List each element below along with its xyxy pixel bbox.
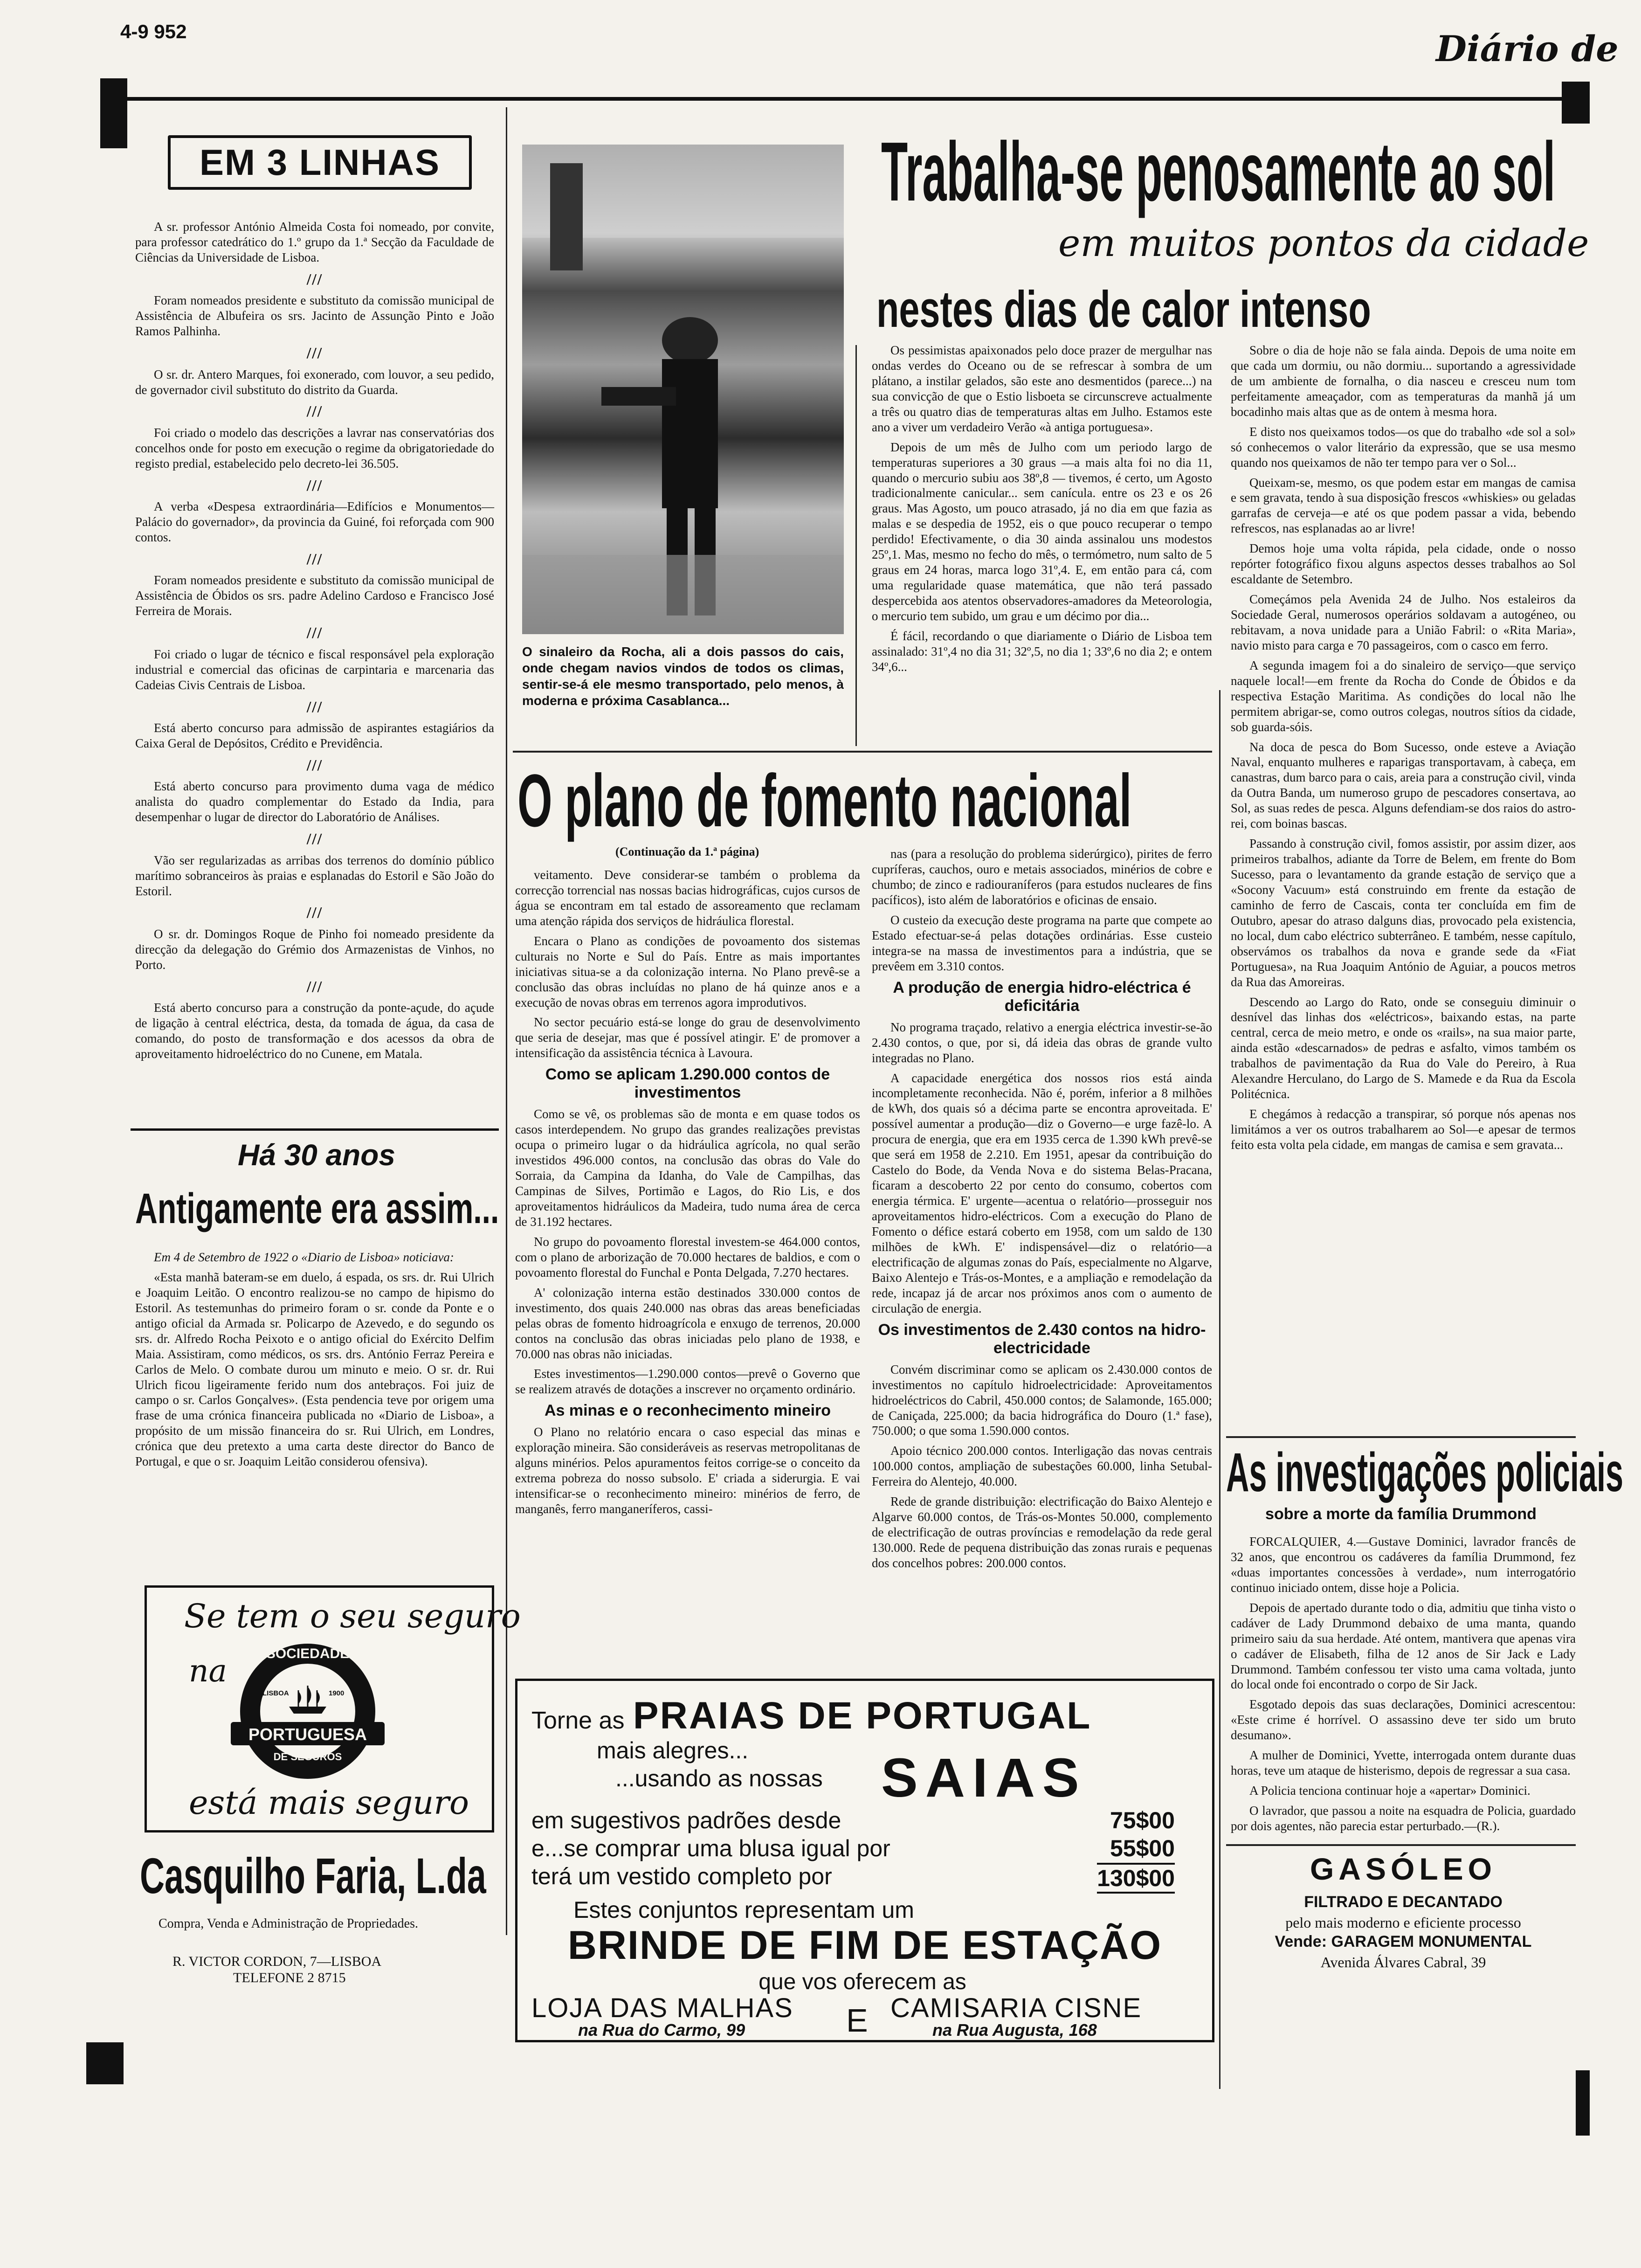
policia-subtitle: sobre a morte da família Drummond [1265, 1505, 1537, 1523]
item-separator: /// [306, 551, 323, 568]
news-brief: Está aberto concurso para provimento duma vaga de médico analista do quadro complementar do Estado da India, para desempenhar o lugar de director do Laboratório de Análises. [135, 779, 494, 824]
subheading: Como se aplicam 1.290.000 contos de investimentos [545, 1065, 830, 1102]
ad-praias-line1 [531, 1694, 1091, 1738]
paragraph: Encara o Plano as condições de povoamento dos sistemas culturais no Norte e Sul do País. Entre as mais importantes iniciativas situa-se a da colonização interna. No Plano prevê-se a conclusão das obras incluídas no plano de há quinze anos e a execução de novas obras em terrenos agora improdutivos. [515, 933, 860, 1010]
paragraph: A segunda imagem foi a do sinaleiro de serviço—que serviço naquele local!—em frente da Rocha do Conde de Óbidos e da respectiva Estação Maritima. As condições do local não lhe permitem abrigar-se, como outros colegas, noutros sítios da cidade, sob guarda-sóis. [1231, 658, 1576, 734]
seal-top-text: SOCIEDADE [266, 1646, 350, 1661]
ad-praias-price-row-2 [531, 1835, 1193, 1862]
paragraph: Depois de um mês de Julho com um periodo largo de temperaturas superiores a 30 graus —a mais alta foi no dia 11, quando o mercurio subiu aos 38º,8 — tivemos, é certo, um Agosto tradicionalmente canicular... sem canícula. entre os 23 e os 26 graus. Mas Agosto, um pouco atrasado, já no dia em que fazia as malas e se despedia de 1952, eis o que pouco recuperar o tempo perdido! Efectivamente, o dia 30 ainda assinalou uns modestos 25º,1. Mas, mesmo no fecho do mês, o termómetro, num salto de 5 graus em 24 horas, marca logo 31º,4. E, em então para cá, com uma regularidade quase matemática, que não terá passado despercebida aos atentos observadores-amadores da Meteorologia, o mercurio tem subido, um grau e um décimo por dia... [872, 440, 1212, 623]
policia-column [1231, 1534, 1576, 1839]
seal-bottom-text: DE SEGUROS [273, 1751, 342, 1763]
paragraph: Sobre o dia de hoje não se fala ainda. Depois de uma noite em que cada um dormiu, ou não dormiu... suportando a agressividade de um ambiente de fornalha, o dia nasceu e cresceu num tom perfeitamente ameaçador, com as temperaturas da manhã já um bocadinho mais altas que as de ontem à mesma hora. [1231, 343, 1576, 419]
right-bottom-block [1576, 2070, 1590, 2136]
paragraph: No sector pecuário está-se longe do grau de desenvolvimento que seria de desejar, mas que é possível atingir. E' de promover a intensificação da assistência técnica à Lavoura. [515, 1015, 860, 1060]
paragraph: A mulher de Dominici, Yvette, interrogada ontem durante duas horas, teve um ataque de histerismo, depois de regressar a sua casa. [1231, 1748, 1576, 1778]
seal-right-text: 1900 [329, 1689, 345, 1697]
paragraph: Começámos pela Avenida 24 de Julho. Nos estaleiros da Sociedade Geral, numerosos operários soldavam a autogéneo, ou rebitavam, a nova unidade para a União Fabril: o «Rita Maria», navio misto para carga e 70 passageiros, com o casco em ferro. [1231, 592, 1576, 652]
em3linhas-title: EM 3 LINHAS [199, 142, 441, 183]
paragraph: E chegámos à redacção a transpirar, só porque nós apenas nos limitámos a ver os outros trabalharem ao Sol—e apesar de termos feito esta volta pela cidade, em mangas de camisa e sem gravata... [1231, 1107, 1576, 1152]
item-separator: /// [306, 756, 323, 774]
price-row-text: em sugestivos padrões desde [531, 1807, 841, 1833]
paragraph: Apoio técnico 200.000 contos. Interligação das novas centrais 100.000 contos, ampliação de subestações 60.000, linha Setubal-Ferreira do Alentejo, 40.000. [872, 1444, 1212, 1489]
ad-praias-price-row-1 [531, 1807, 1193, 1834]
calor-subtitle2: nestes dias de calor intenso [876, 281, 1371, 338]
paragraph: Queixam-se, mesmo, os que podem estar em mangas de camisa e sem gravata, tendo à sua disposição frescos «whiskies» ou geladas garrafas de cerveja—e até os que podem passar a vida, bebendo refrescos, nas esplanadas ao ar livre! [1231, 475, 1576, 536]
officer-silhouette-icon [522, 145, 844, 634]
news-brief: Foram nomeados presidente e substituto da comissão municipal de Assistência de Óbidos os srs. padre Adelino Cardoso e Francisco José Ferreira de Morais. [135, 573, 494, 618]
ad-praias-loja2: CAMISARIA CISNE [890, 1993, 1142, 2023]
news-brief: Está aberto concurso para admissão de aspirantes estagiários da Caixa Geral de Depósitos, Crédito e Previdência. [135, 721, 494, 750]
issue-date: 4-9 952 [120, 21, 187, 42]
ad-praias-loja1: LOJA DAS MALHAS [531, 1993, 793, 2023]
section-rule [131, 1128, 499, 1131]
paragraph: O Plano no relatório encara o caso especial das minas e exploração mineira. São consideráveis as reservas metropolitanas de alguns minérios. Pelos apuramentos feitos corrige-se o conceito da extrema pobreza do nosso subsolo. E' criada a siderurgia. E vai intensificar-se o reconhecimento mineiro: minérios de ferro, de manganês, ferro manganeríferos, cassi- [515, 1425, 860, 1516]
paragraph: nas (para a resolução do problema siderúrgico), pirites de ferro cupríferas, cauchos, ouro e metais associados, minérios de cobre e chumbo; de zinco e radiouraníferos (para estudos nucleares de fins pacíficos), isto além de laboratórios e oficinas de ensaio. [872, 847, 1212, 907]
ha30anos-kicker: Há 30 anos [238, 1138, 395, 1172]
seal-emblem [240, 1644, 375, 1779]
plano-column-2 [872, 846, 1212, 1576]
paragraph: O lavrador, que passou a noite na esquadra de Policia, guardado por dois agentes, não parecia estar perturbado.—(R.). [1231, 1804, 1576, 1833]
ad-praias [515, 1679, 1214, 2042]
item-separator: /// [306, 624, 323, 642]
em3linhas-column [135, 219, 494, 1066]
paragraph: É fácil, recordando o que diariamente o Diário de Lisboa tem assinalado: 31º,4 no dia 31; 32º,5, no dia 1; 33º,6 no dia 2; e ontem 34º,6... [872, 629, 1212, 674]
subheading: Os investimentos de 2.430 contos na hidro-electricidade [878, 1321, 1206, 1357]
paragraph: FORCALQUIER, 4.—Gustave Dominici, lavrador francês de 32 anos, que encontrou os cadáveres da família Drummond, fez «duas importantes concessões à verdade», num interrogatório continuo iniciado ontem, disse hoje a Policia. [1231, 1535, 1576, 1595]
calor-headline: Trabalha-se penosamente ao sol [881, 125, 1556, 219]
paragraph: No grupo do povoamento florestal investem-se 464.000 contos, com o plano de arborização de 70.000 hectares de baldios, e com o povoamento florestal do Funchal e Ponta Delgada, 7.270 hectares. [515, 1234, 860, 1279]
gasoleo-line1: FILTRADO E DECANTADO [1304, 1893, 1503, 1911]
plano-column-1 [515, 867, 860, 1521]
paragraph: A capacidade energética dos nossos rios está ainda incompletamente reconhecida. Não é, porém, inferior a 8 milhões de kWh, dos quais só a décima parte se encontra aproveitada. E' possível aumentar a produção—diz o Governo—e urge fazê-lo. A procura de energia, que era em 1935 cerca de 1.390 kWh prevê-se que será em 1958 de 2.210. Em 1951, apesar da contribuição do Castelo do Bode, da Venda Nova e do sistema Belas-Pracana, ficaram a descoberto 22 por cento do consumo, cobertos com energia térmica. E' urgente—acentua o relatório—prosseguir nos aproveitamentos hidro-eléctricos. Com a execução do Plano de Fomento o défice estará coberto em 1958, com um saldo de 130 milhões de kWh. E' indispensável—diz o relatório—a electrificação de algumas zonas do País, especialmente no Algarve, Baixo Alentejo e Trás-os-Montes, e a ampliação e remodelação da rede, incapaz já de arcar nos próximos anos com o aumento de circulação de energia. [872, 1071, 1212, 1315]
paragraph: Estes investimentos—1.290.000 contos—prevê o Governo que se realizem através de dotações a inscrever no orçamento ordinário. [515, 1367, 860, 1397]
ad-seguros-line3: está mais seguro [189, 1784, 469, 1822]
ad-praias-line7: Estes conjuntos representam um [573, 1897, 914, 1923]
news-brief: A verba «Despesa extraordinária—Edifícios e Monumentos—Palácio do governador», da provincia da Guiné, foi reforçada com 900 contos. [135, 499, 494, 545]
ad-casquilho-line3: TELEFONE 2 8715 [233, 1970, 346, 1985]
ad-praias-line9: que vos oferecem as [758, 1970, 966, 1994]
calor-subtitle: em muitos pontos da cidade [1058, 221, 1589, 265]
plano-headline: O plano de fomento nacional [517, 759, 1132, 842]
gasoleo-line3: Vende: GARAGEM MONUMENTAL [1275, 1933, 1532, 1950]
paragraph: No programa traçado, relativo a energia eléctrica investir-se-ão 2.430 contos, o que, por si, dá ideia das obras de grande vulto integradas no Plano. [872, 1020, 1212, 1065]
ad-praias-brinde: BRINDE DE FIM DE ESTAÇÃO [567, 1923, 1162, 1968]
paragraph: Depois de apertado durante todo o dia, admitiu que tinha visto o cadáver de Lady Drummond debaixo de uma manta, quando primeiro saiu da sua herdade. Até ontem, mantivera que apenas vira o cadáver de Elisabeth, filha de 12 anos de Sir Jack e Lady Drummond. Também confessou ter visto uma cama voltada, junto do local onde foi encontrado o corpo de Sir Jack. [1231, 1600, 1576, 1692]
paragraph: E disto nos queixamos todos—os que do trabalho «de sol a sol» só conhecemos o valor literário da expressão, que se usa mesmo quando nos queixamos de não ter tempo para ver o Sol... [1231, 424, 1576, 470]
em3linhas-title-box [168, 135, 472, 190]
ad-praias-saias: SAIAS [881, 1747, 1087, 1809]
policia-rule [1226, 1436, 1576, 1438]
item-separator: /// [306, 477, 323, 494]
ad-seguros [145, 1585, 521, 1832]
ad-praias-price-row-3 [531, 1863, 1193, 1890]
news-brief: O sr. dr. Domingos Roque de Pinho foi nomeado presidente da direcção da delegação do Grémio dos Armazenistas de Vinhos, no Porto. [135, 927, 494, 972]
ha30anos-column [135, 1250, 494, 1474]
news-brief: Foi criado o modelo das descrições a lavrar nas conservatórias dos concelhos onde for posto em execução o regime da obrigatoriedade do registo predial, estabelecido pelo decreto-lei 36.505. [135, 425, 494, 470]
paragraph: Passando à construção civil, fomos assistir, por assim dizer, aos primeiros trabalhos, adiante da Torre de Belem, em frente do Bom Sucesso, para o levantamento da grande estação de serviço que a «Socony Vacuum» está construindo em frente da estação de caminho de ferro de Cascais, conta ter concluída em fim de Outubro, apesar do atraso dalguns dias, provocado pela existencia, no local, dum cabo eléctrico subterrâneo. E também, nesse capítulo, observámos os trabalhos da nova e grande sede da «Fiat Portuguesa», na Rua Joaquim António de Aguiar, a poucos metros da Rua das Amoreiras. [1231, 837, 1576, 989]
column-rule [506, 107, 507, 1935]
ad-casquilho-title: Casquilho Faria, L.da [140, 1847, 486, 1904]
masthead: Diário de [1436, 28, 1619, 69]
paragraph: A' colonização interna estão destinados 330.000 contos de investimento, dos quais 240.000 nas obras das areas beneficiadas pelas obras de fomento hidroagrícola e enxugo de terrenos, 20.000 contos na conclusão das obras iniciadas pelo plano de 1938, e 70.000 nas obras não iniciadas. [515, 1285, 860, 1361]
news-brief: O sr. dr. Antero Marques, foi exonerado, com louvor, a seu pedido, de governador civil substituto do distrito da Guarda. [135, 367, 494, 397]
paragraph: Descendo ao Largo do Rato, onde se conseguiu diminuir o desnível das linhas dos «eléctricos», baixando estas, na parte central, cerca de meio metro, e onde os «rails», na sua maior parte, ainda estão «descarnados» de pedras e asfalto, vimos também os trabalhos de pavimentação da Rua do Vale do Pereiro, à Rua Alexandre Herculano, do Largo de S. Mamede e da Rua da Escola Politécnica. [1231, 995, 1576, 1101]
ad-praias-prefix: Torne as [531, 1707, 625, 1734]
plano-continuation: (Continuação da 1.ª página) [615, 845, 759, 858]
price-row-value: 55$00 [1110, 1835, 1175, 1861]
paragraph: Demos hoje uma volta rápida, pela cidade, onde o nosso repórter fotográfico fixou alguns aspectos desses trabalhos ao Sol escaldante de Setembro. [1231, 541, 1576, 587]
item-separator: /// [306, 270, 323, 288]
price-row-value: 130$00 [1097, 1863, 1175, 1894]
ha30anos-intro: Em 4 de Setembro de 1922 o «Diario de Lisboa» noticiava: [154, 1250, 454, 1264]
item-separator: /// [306, 904, 323, 922]
item-separator: /// [306, 978, 323, 996]
ad-praias-line2: mais alegres... [597, 1737, 749, 1763]
paragraph: veitamento. Deve considerar-se também o problema da correcção torrencial nas nossas bacias hidrográficas, cujos cursos de água se encontram em tal estado de assoreamento que reclamam uma atenção rápida dos serviços de hidráulica florestal. [515, 868, 860, 928]
paragraph: Os pessimistas apaixonados pelo doce prazer de mergulhar nas ondas verdes do Oceano ou de se refrescar à sombra de um plátano, a instilar gelados, são este ano desmentidos (parece...) na sua convicção de que o Estio lisboeta se circunscreve actualmente a três ou quatro dias de temperaturas altas em Julho. Estamos este ano a viver um verdadeiro Verão «à antiga portuguesa». [872, 343, 1212, 434]
news-brief: A sr. professor António Almeida Costa foi nomeado, por convite, para professor catedrático do 1.º grupo da 1.ª Secção da Faculdade de Ciências da Universidade de Lisboa. [135, 220, 494, 264]
right-edge-block [1562, 82, 1590, 124]
column-rule [1219, 690, 1220, 2089]
news-brief: Foram nomeados presidente e substituto da comissão municipal de Assistência de Albufeira os srs. Jacinto de Assunção Pinto e João Ramos Palhinha. [135, 293, 494, 339]
column-rule [855, 345, 857, 746]
ad-praias-line3: ...usando as nossas [615, 1765, 823, 1791]
paragraph: Rede de grande distribuição: electrificação do Baixo Alentejo e Algarve 60.000 contos, de Trás-os-Montes 50.000, complemento de electrificação de outras províncias e remodelação da rede geral 130.000. Rede de pequena distribuição das zonas rurais e pequenas dos concelhos pobres: 200.000 contos. [872, 1494, 1212, 1570]
paragraph: Na doca de pesca do Bom Sucesso, onde esteve a Aviação Naval, enquanto mulheres e raparigas transportavam, à cabeça, em canastras, dum barco para o cais, areia para a construção civil, vinda da Outra Banda, um numeroso grupo de pescadores consertava, ao Sol, as suas redes de pesca. Alguns defendiam-se dos raios do astro-rei, com boinas bascas. [1231, 740, 1576, 831]
ha30anos-body: «Esta manhã bateram-se em duelo, á espada, os srs. dr. Rui Ulrich e Joaquim Leitão. O encontro realizou-se no campo de hipismo do Estoril. As testemunhas do primeiro foram o sr. conde da Ponte e o antigo oficial da Armada sr. Policarpo de Azevedo, e do segundo os srs. dr. Alfredo Rocha Peixoto e o antigo oficial do Exército Delfim Maia. Assistiram, como médicos, os srs. drs. António Ferraz Pereira e Carlos de Melo. O combate durou um minuto e meio. O sr. dr. Rui Ulrich ficou ligeiramente ferido num dos antebraços. Foi juiz de campo o sr. Carlos Gonçalves». (Esta pendencia teve por origem uma frase de uma crónica financeira publicada no «Diario de Lisboa», a propósito de um missão financeira do sr. Rui Ulrich, em Londres, crónica que deu pretexto a uma carta deste director do Banco de Portugal, e que o sr. Joaquim Leitão considerou ofensiva). [135, 1270, 494, 1469]
photo-caption: O sinaleiro da Rocha, ali a dois passos do cais, onde chegam navios vindos de todos os climas, sentir-se-á ele mesmo transportado, pelo menos, à moderna e próxima Casablanca... [522, 644, 844, 708]
price-row-text: e...se comprar uma blusa igual por [531, 1835, 890, 1861]
ad-praias-addr1: na Rua do Carmo, 99 [578, 2020, 745, 2040]
ad-praias-big: PRAIAS DE PORTUGAL [633, 1694, 1092, 1737]
item-separator: /// [306, 403, 323, 421]
paragraph: Esgotado depois das suas declarações, Dominici acrescentou: «Este crime é horrível. O assassino deve ter sido um bruto desumano». [1231, 1697, 1576, 1742]
gasoleo-rule [1226, 1844, 1576, 1846]
gasoleo-line2: pelo mais moderno e eficiente processo [1285, 1914, 1521, 1931]
ad-casquilho-line1: Compra, Venda e Administração de Propriedades. [159, 1916, 419, 1931]
calor-column-1 [872, 343, 1212, 679]
news-brief: Foi criado o lugar de técnico e fiscal responsável pela exploração industrial e comercial das oficinas de carpintaria e marcenaria das Cadeias Civis Centrais de Lisboa. [135, 647, 494, 692]
paragraph: O custeio da execução deste programa na parte que compete ao Estado efectuar-se-á pelas dotações ordinárias. Esse custeio integra-se na massa de investimentos para a indústria, que se prevêem em 3.310 contos. [872, 913, 1212, 973]
ad-praias-amp: E [846, 2002, 868, 2039]
header-rule [100, 97, 1590, 101]
gasoleo-line4: Avenida Álvares Cabral, 39 [1320, 1954, 1486, 1971]
item-separator: /// [306, 830, 323, 848]
left-bottom-block [86, 2042, 124, 2084]
left-edge-block [100, 78, 127, 148]
photo-traffic-officer [522, 145, 844, 634]
ship-icon [284, 1681, 331, 1721]
calor-column-2 [1231, 343, 1576, 1157]
price-row-text: terá um vestido completo por [531, 1863, 832, 1889]
news-brief: Está aberto concurso para a construção da ponte-açude, do açude de ligação à central eléctrica, desta, da tomada de água, da casa de comando, do posto de transformação e dos acessos da obra de aproveitamento hidroeléctrico do no Cunene, em Matala. [135, 1001, 494, 1061]
ad-casquilho-line2: R. VICTOR CORDON, 7—LISBOA [172, 1954, 382, 1969]
ad-seguros-line1: Se tem o seu seguro [184, 1597, 521, 1635]
subheading: A produção de energia hidro-eléctrica é deficitária [893, 978, 1191, 1015]
price-row-value: 75$00 [1110, 1807, 1175, 1833]
policia-headline: As investigações policiais [1226, 1442, 1624, 1503]
paragraph: Como se vê, os problemas são de monta e em quase todos os casos interdependem. No grupo das grandes realizações previstas ocupa o primeiro lugar o da hidráulica agrícola, no qual serão investidos 496.000 contos, na conclusão das obras do Vale do Sorraia, da Campina da Idanha, do Vale de Campilhas, das Campinas de Silves, Portimão e Lagos, do Rio Lis, e dos aproveitamentos hidráulicos da Madeira, tudo numa área de cerca de 31.192 hectares. [515, 1107, 860, 1229]
ad-seguros-line2: na [189, 1653, 227, 1689]
subheading: As minas e o reconhecimento mineiro [544, 1402, 831, 1420]
seal-left-text: LISBOA [262, 1689, 289, 1697]
item-separator: /// [306, 698, 323, 716]
paragraph: A Policia tenciona continuar hoje a «apertar» Dominici. [1249, 1784, 1531, 1798]
ad-praias-addr2: na Rua Augusta, 168 [932, 2020, 1097, 2040]
paragraph: Convém discriminar como se aplicam os 2.430.000 contos de investimentos no capítulo hidroelectricidade: Aproveitamentos hidroeléctricos do Cabril, 450.000 contos; de Salamonde, 165.000; de Caniçada, 225.000; da bacia hidrográfica do Douro (1.ª fase), 750.000; o que soma 1.590.000 contos. [872, 1362, 1212, 1438]
gasoleo-title: GASÓLEO [1310, 1852, 1497, 1886]
seal-mid-text: PORTUGUESA [248, 1725, 367, 1744]
news-brief: Vão ser regularizadas as arribas dos terrenos do domínio público marítimo sobranceiros às praias e esplanadas do Estoril e São João do Estoril. [135, 853, 494, 898]
item-separator: /// [306, 345, 323, 362]
ha30anos-title: Antigamente era assim... [135, 1185, 499, 1232]
plano-rule [513, 751, 1212, 753]
